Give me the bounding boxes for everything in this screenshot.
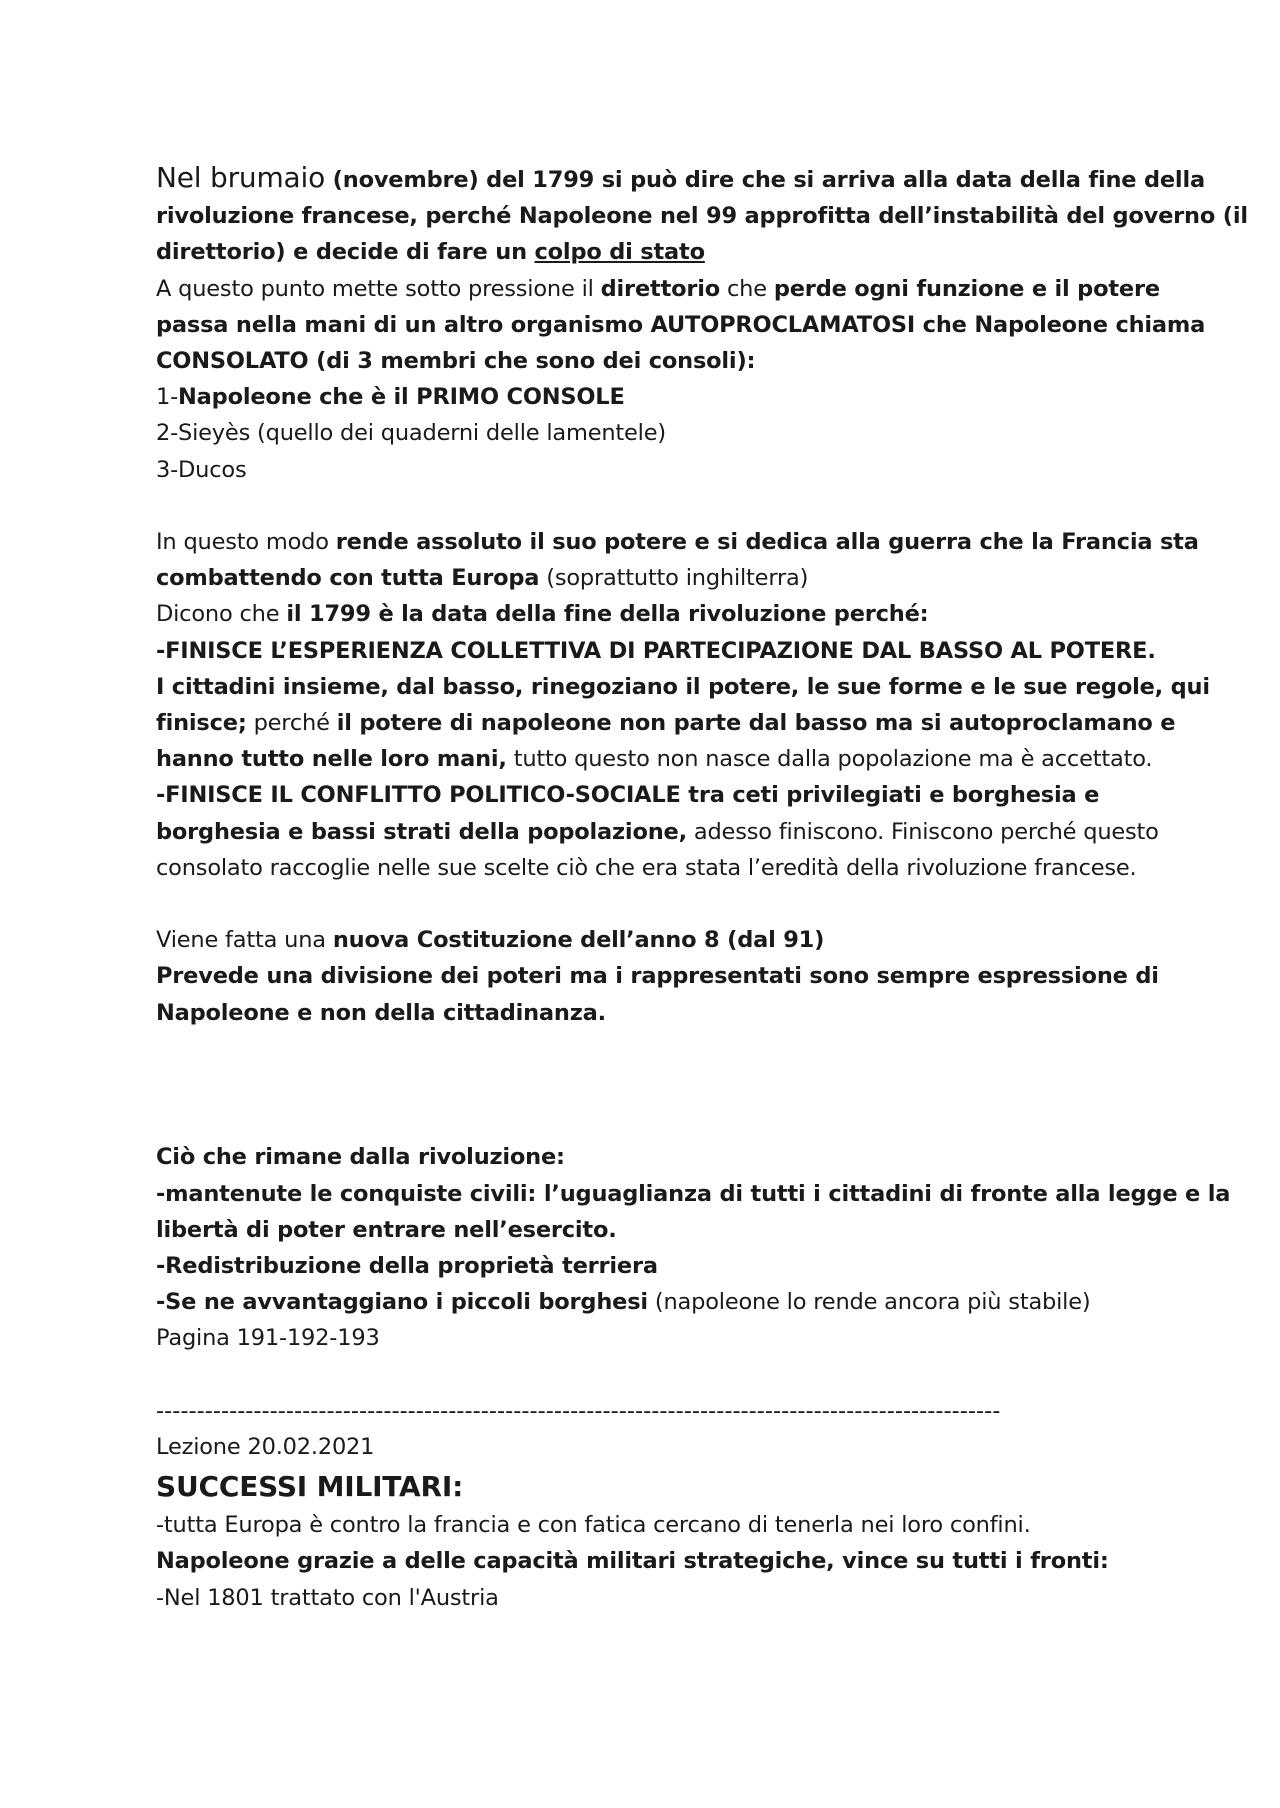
- text-line: Napoleone e non della cittadinanza.: [156, 999, 606, 1026]
- text-span: (napoleone lo rende ancora più stabile): [647, 1289, 1091, 1316]
- text-line: [156, 705, 1176, 741]
- section-heading: SUCCESSI MILITARI:: [156, 1470, 464, 1504]
- text-line: libertà di poter entrare nell’esercito.: [156, 1216, 617, 1243]
- text-span-bold: nuova Costituzione dell’anno 8 (dal 91): [332, 927, 825, 954]
- text-line: [156, 379, 1130, 415]
- text-line: [156, 814, 1159, 850]
- text-span-bold: rende assoluto il suo potere e si dedica alla guerra che la Francia sta: [335, 529, 1199, 556]
- text-line: -tutta Europa è contro la francia e con fatica cercano di tenerla nei loro confini.: [156, 1512, 1031, 1539]
- text-span: 1-: [156, 384, 179, 411]
- text-span-bold: hanno tutto nelle loro mani,: [156, 746, 507, 773]
- text-span-bold: borghesia e bassi strati della popolazione,: [156, 818, 687, 845]
- text-line: -Redistribuzione della proprietà terriera: [156, 1253, 658, 1280]
- text-line: consolato raccoglie nelle sue scelte ciò che era stata l’eredità della rivoluzione francese.: [156, 854, 1137, 881]
- text-line: Napoleone grazie a delle capacità militari strategiche, vince su tutti i fronti:: [156, 1548, 1109, 1575]
- text-span: che: [720, 275, 774, 302]
- text-span-bold: Napoleone che è il PRIMO CONSOLE: [178, 384, 625, 411]
- text-line: 3-Ducos: [156, 456, 247, 483]
- text-span-bold: il 1799 è la data della fine della rivoluzione perché:: [286, 601, 929, 628]
- blank-line: [156, 886, 1130, 922]
- text-line: [156, 922, 1130, 958]
- text-line: -mantenute le conquiste civili: l’uguaglianza di tutti i cittadini di fronte alla legge e la: [156, 1180, 1231, 1207]
- text-line: -FINISCE IL CONFLITTO POLITICO-SOCIALE tra ceti privilegiati e borghesia e: [156, 782, 1100, 809]
- blank-line: [156, 1067, 1130, 1103]
- text-line: [156, 234, 1130, 270]
- blank-line: [156, 1103, 1130, 1139]
- text-line: 2-Sieyès (quello dei quaderni delle lamentele): [156, 420, 666, 447]
- blank-line: [156, 488, 1130, 524]
- text-line: [156, 524, 1199, 560]
- text-line: [156, 596, 1130, 632]
- text-line: [156, 271, 1160, 307]
- text-span-bold: perde ogni funzione e il potere: [773, 275, 1160, 302]
- page-reference: Pagina 191-192-193: [156, 1325, 380, 1352]
- text-span-bold: direttorio: [600, 275, 721, 302]
- text-line: CONSOLATO (di 3 membri che sono dei consoli):: [156, 348, 756, 375]
- text-span-bold: (novembre) del 1799 si può dire che si arriva alla data della fine della: [325, 167, 1205, 193]
- text-line: [156, 560, 1130, 596]
- text-line: [156, 1284, 1130, 1320]
- underlined-text: colpo di stato: [534, 239, 705, 266]
- text-line: I cittadini insieme, dal basso, rinegoziano il potere, le sue forme e le sue regole, qui: [156, 673, 1210, 700]
- text-span: (soprattutto inghilterra): [539, 565, 809, 592]
- text-span: adesso finiscono. Finiscono perché questo: [686, 818, 1159, 845]
- text-line: [156, 741, 1153, 777]
- text-span: perché: [246, 710, 337, 737]
- text-span-bold: il potere di napoleone non parte dal basso ma si autoproclamano e: [336, 710, 1176, 737]
- lesson-date: Lezione 20.02.2021: [156, 1434, 375, 1461]
- text-line: Prevede una divisione dei poteri ma i rappresentati sono sempre espressione di: [156, 963, 1159, 990]
- text-span: Nel brumaio: [156, 161, 326, 194]
- text-span-bold: combattendo con tutta Europa: [156, 565, 540, 592]
- text-line: Ciò che rimane dalla rivoluzione:: [156, 1144, 565, 1171]
- text-span: In questo modo: [156, 529, 336, 556]
- text-span: Dicono che: [156, 601, 287, 628]
- text-line: passa nella mani di un altro organismo AUTOPROCLAMATOSI che Napoleone chiama: [156, 311, 1206, 338]
- text-line: -FINISCE L’ESPERIENZA COLLETTIVA DI PARTECIPAZIONE DAL BASSO AL POTERE.: [156, 637, 1156, 664]
- text-span: tutto questo non nasce dalla popolazione ma è accettato.: [506, 746, 1153, 773]
- text-span: Viene fatta una: [156, 927, 333, 954]
- blank-line: [156, 1031, 1130, 1067]
- text-line: [156, 160, 1205, 198]
- text-line: rivoluzione francese, perché Napoleone nel 99 approfitta dell’instabilità del governo (il: [156, 203, 1248, 230]
- blank-line: [156, 1357, 1130, 1393]
- text-span-bold: -Se ne avvantaggiano i piccoli borghesi: [156, 1289, 648, 1316]
- text-span-bold: direttorio) e decide di fare un: [156, 239, 535, 266]
- text-span: A questo punto mette sotto pressione il: [156, 275, 601, 302]
- text-span-bold: finisce;: [156, 710, 247, 737]
- dashed-separator: --------------------------------------------------------------------------------------------------------: [156, 1397, 1001, 1424]
- text-line: -Nel 1801 trattato con l'Austria: [156, 1584, 499, 1611]
